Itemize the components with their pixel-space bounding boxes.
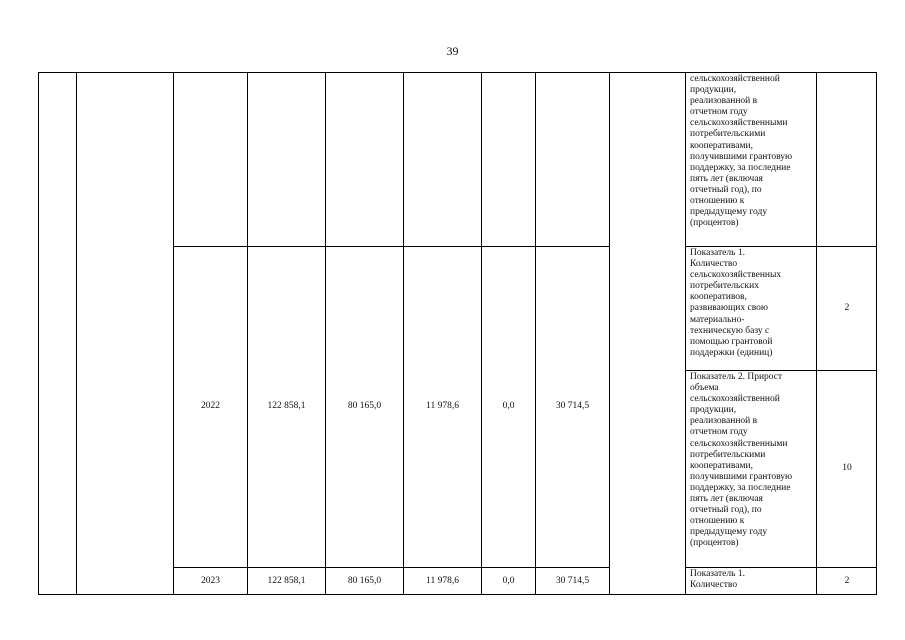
table-row-2-indicator-0-text: Показатель 1. Количество — [685, 567, 816, 595]
table-row-0-indicator-0-text: сельскохозяйственной продукции, реализованной в отчетном году сельскохозяйственными потребительскими кооперативами, получившими грантовую поддержку, за последние пять лет (включая отчетный год), по отношению к предыдущему году (процентов) — [685, 72, 816, 246]
col-number-merged — [38, 72, 76, 595]
table-row-1-indicator-1-value: 10 — [816, 370, 877, 567]
table-row-2-regional: 11 978,6 — [403, 567, 481, 595]
table-row-1-year: 2022 — [173, 246, 247, 567]
table-row-0-local — [481, 72, 535, 246]
table-row-1-indicator-0-text: Показатель 1. Количество сельскохозяйственных потребительских кооперативов, развивающих свою материально- техническую базу с помощью грантовой поддержки (единиц) — [685, 246, 816, 370]
table-row-2-indicator-0-value: 2 — [816, 567, 877, 595]
table-row-1-extra: 30 714,5 — [535, 246, 609, 567]
table-row-2-total: 122 858,1 — [247, 567, 325, 595]
table-row-2-extra: 30 714,5 — [535, 567, 609, 595]
table-row-0-federal — [325, 72, 403, 246]
table-row-1-regional: 11 978,6 — [403, 246, 481, 567]
col-name-merged — [76, 72, 173, 595]
table-row-0-extra — [535, 72, 609, 246]
table-row-0-total — [247, 72, 325, 246]
table-row-1-total: 122 858,1 — [247, 246, 325, 567]
table-row-1-indicator-1-text: Показатель 2. Прирост объема сельскохозяйственной продукции, реализованной в отчетном году сельскохозяйственными потребительскими кооперативами, получившими грантовую поддержку, за последние пять лет (включая отчетный год), по отношению к предыдущему году (процентов) — [685, 370, 816, 567]
table-row-0-year — [173, 72, 247, 246]
table-row-2-year: 2023 — [173, 567, 247, 595]
table-row-2-federal: 80 165,0 — [325, 567, 403, 595]
page-number: 39 — [446, 44, 459, 58]
table-row-1-indicator-0-value: 2 — [816, 246, 877, 370]
table-row-0-regional — [403, 72, 481, 246]
table-row-2-local: 0,0 — [481, 567, 535, 595]
col-responsible-merged — [609, 72, 685, 595]
table-row-1-local: 0,0 — [481, 246, 535, 567]
program-table — [38, 72, 877, 595]
table-row-1-federal: 80 165,0 — [325, 246, 403, 567]
table-row-0-indicator-0-value — [816, 72, 877, 246]
